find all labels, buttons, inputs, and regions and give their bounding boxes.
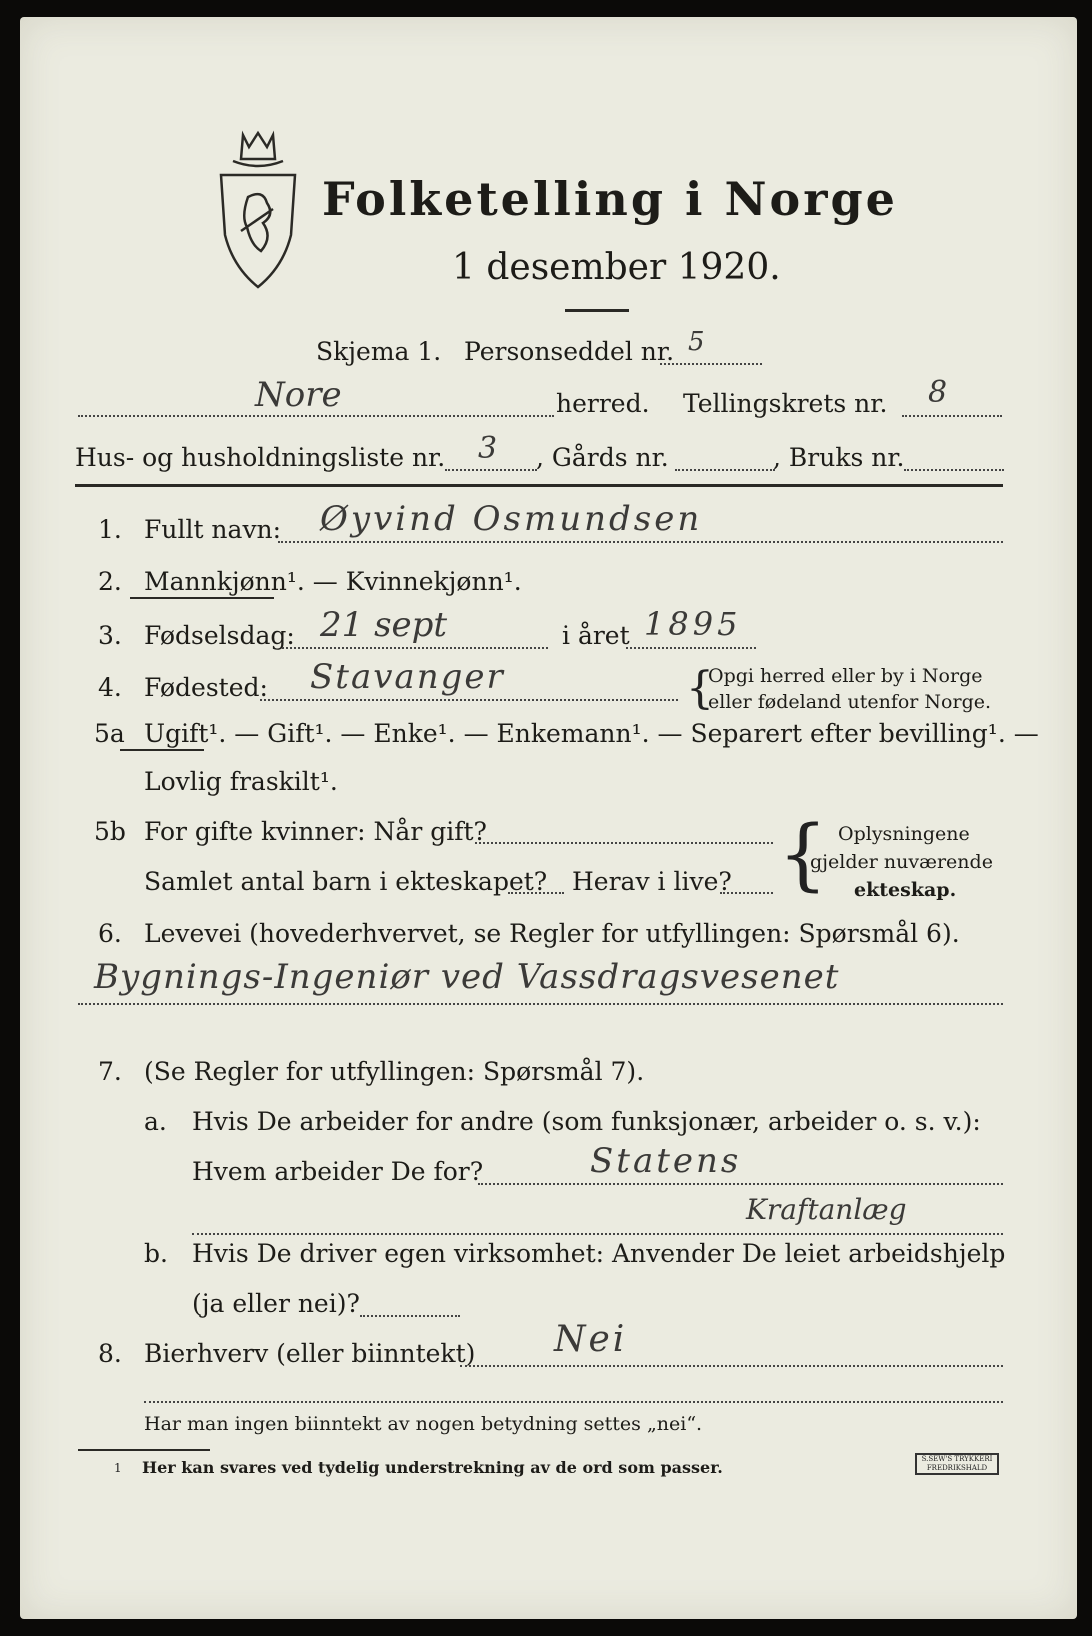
q7a-value[interactable]: Statens <box>590 1141 742 1181</box>
q2-number: 2. <box>98 567 122 596</box>
q3-value[interactable]: 21 sept <box>320 605 448 645</box>
q5b-married-line <box>475 842 773 844</box>
q5b-note-line2: gjelder nuværende <box>810 851 993 873</box>
q7b-letter: b. <box>144 1239 168 1268</box>
hus-line <box>445 469 537 471</box>
herred-line <box>78 415 554 417</box>
q8-label: Bierhverv (eller biinntekt) <box>144 1339 476 1368</box>
q3-number: 3. <box>98 621 122 650</box>
q3-year-label: i året <box>562 621 630 650</box>
q7a-line2: Hvem arbeider De for? <box>192 1157 484 1186</box>
title-divider <box>565 309 629 312</box>
q5b-number: 5b <box>94 817 126 846</box>
gards-line <box>675 469 775 471</box>
q6-label: Levevei (hovederhvervet, se Regler for utfyllingen: Spørsmål 6). <box>144 919 960 948</box>
q7-number: 7. <box>98 1057 122 1086</box>
footnote-text: Her kan svares ved tydelig understrekning av de ord som passer. <box>142 1458 723 1477</box>
q3-year-value[interactable]: 1895 <box>644 605 742 643</box>
personseddel-label: Personseddel nr. <box>464 337 675 366</box>
q7b-line1: Hvis De driver egen virksomhet: Anvender De leiet arbeidshjelp <box>192 1239 1006 1268</box>
q4-note-brace: { <box>686 663 714 714</box>
q5a-line2: Lovlig fraskilt¹. <box>144 767 338 796</box>
q5b-note-brace: { <box>778 810 828 900</box>
header-separator <box>75 484 1003 487</box>
q3-line <box>282 647 548 649</box>
q5b-line2b: Herav i live? <box>572 867 732 896</box>
norwegian-coat-of-arms-icon <box>203 127 313 302</box>
q5b-alive-line <box>720 892 773 894</box>
bruks-label: , Bruks nr. <box>773 443 905 472</box>
q1-line <box>278 541 1003 543</box>
q7a-letter: a. <box>144 1107 167 1136</box>
q6-line <box>78 1003 1003 1005</box>
form-title: Folketelling i Norge <box>322 172 898 226</box>
q4-label: Fødested: <box>144 673 268 702</box>
q7a-value2[interactable]: Kraftanlæg <box>746 1193 907 1226</box>
q1-number: 1. <box>98 515 122 544</box>
q7b-line2: (ja eller nei)? <box>192 1289 360 1318</box>
q5a-number: 5a <box>94 719 125 748</box>
footnote-rule <box>78 1449 210 1451</box>
gards-label: , Gårds nr. <box>536 443 669 472</box>
q3-label: Fødselsdag: <box>144 621 295 650</box>
census-form-sheet <box>20 17 1077 1619</box>
q4-line <box>260 699 678 701</box>
q7b-line <box>360 1315 460 1317</box>
q7a-line1: Hvis De arbeider for andre (som funksjonær, arbeider o. s. v.): <box>192 1107 981 1136</box>
q2-underline-mannkjonn <box>130 597 274 599</box>
hus-label: Hus- og husholdningsliste nr. <box>75 443 446 472</box>
q5a-underline-ugift <box>120 749 204 751</box>
biinntekt-note: Har man ingen biinntekt av nogen betydning settes „nei“. <box>144 1413 703 1435</box>
skjema-label: Skjema 1. <box>316 337 442 366</box>
personseddel-line <box>660 363 762 365</box>
q1-label: Fullt navn: <box>144 515 282 544</box>
q5b-children-line <box>508 892 564 894</box>
tellingskrets-line <box>902 415 1002 417</box>
q3-year-line <box>626 647 756 649</box>
q5b-line1: For gifte kvinner: Når gift? <box>144 817 487 846</box>
q4-note-line2: eller fødeland utenfor Norge. <box>708 691 992 713</box>
q4-number: 4. <box>98 673 122 702</box>
q8-number: 8. <box>98 1339 122 1368</box>
herred-value[interactable]: Nore <box>255 375 342 415</box>
bruks-line <box>904 469 1004 471</box>
hus-value[interactable]: 3 <box>478 431 498 466</box>
herred-label: herred. <box>556 389 650 418</box>
q7a-extra-line <box>192 1233 1003 1235</box>
q4-value[interactable]: Stavanger <box>310 657 505 697</box>
q5b-note-line1: Oplysningene <box>838 823 970 845</box>
printer-stamp: S.SEW'S TRYKKERI FREDRIKSHALD <box>915 1453 999 1475</box>
tellingskrets-label: Tellingskrets nr. <box>683 389 888 418</box>
form-date: 1 desember 1920. <box>452 247 781 288</box>
q5b-note-line3: ekteskap. <box>854 879 957 901</box>
footnote-mark: 1 <box>114 1461 122 1475</box>
personseddel-value[interactable]: 5 <box>688 327 705 357</box>
q7-label: (Se Regler for utfyllingen: Spørsmål 7). <box>144 1057 645 1086</box>
q6-value[interactable]: Bygnings-Ingeniør ved Vassdragsvesenet <box>94 957 840 997</box>
q5b-line2a: Samlet antal barn i ekteskapet? <box>144 867 548 896</box>
q4-note-line1: Opgi herred eller by i Norge <box>708 665 983 687</box>
q8-value[interactable]: Nei <box>554 1319 628 1360</box>
q5a-line1: Ugift¹. — Gift¹. — Enke¹. — Enkemann¹. — Separert efter bevilling¹. — <box>144 719 1039 748</box>
q8-line <box>460 1365 1003 1367</box>
tellingskrets-value[interactable]: 8 <box>928 375 948 410</box>
q8-extra-line <box>144 1401 1003 1403</box>
q6-number: 6. <box>98 919 122 948</box>
q1-value[interactable]: Øyvind Osmundsen <box>320 499 703 539</box>
q2-label: Mannkjønn¹. — Kvinnekjønn¹. <box>144 567 522 596</box>
q7a-employer-line <box>478 1183 1003 1185</box>
